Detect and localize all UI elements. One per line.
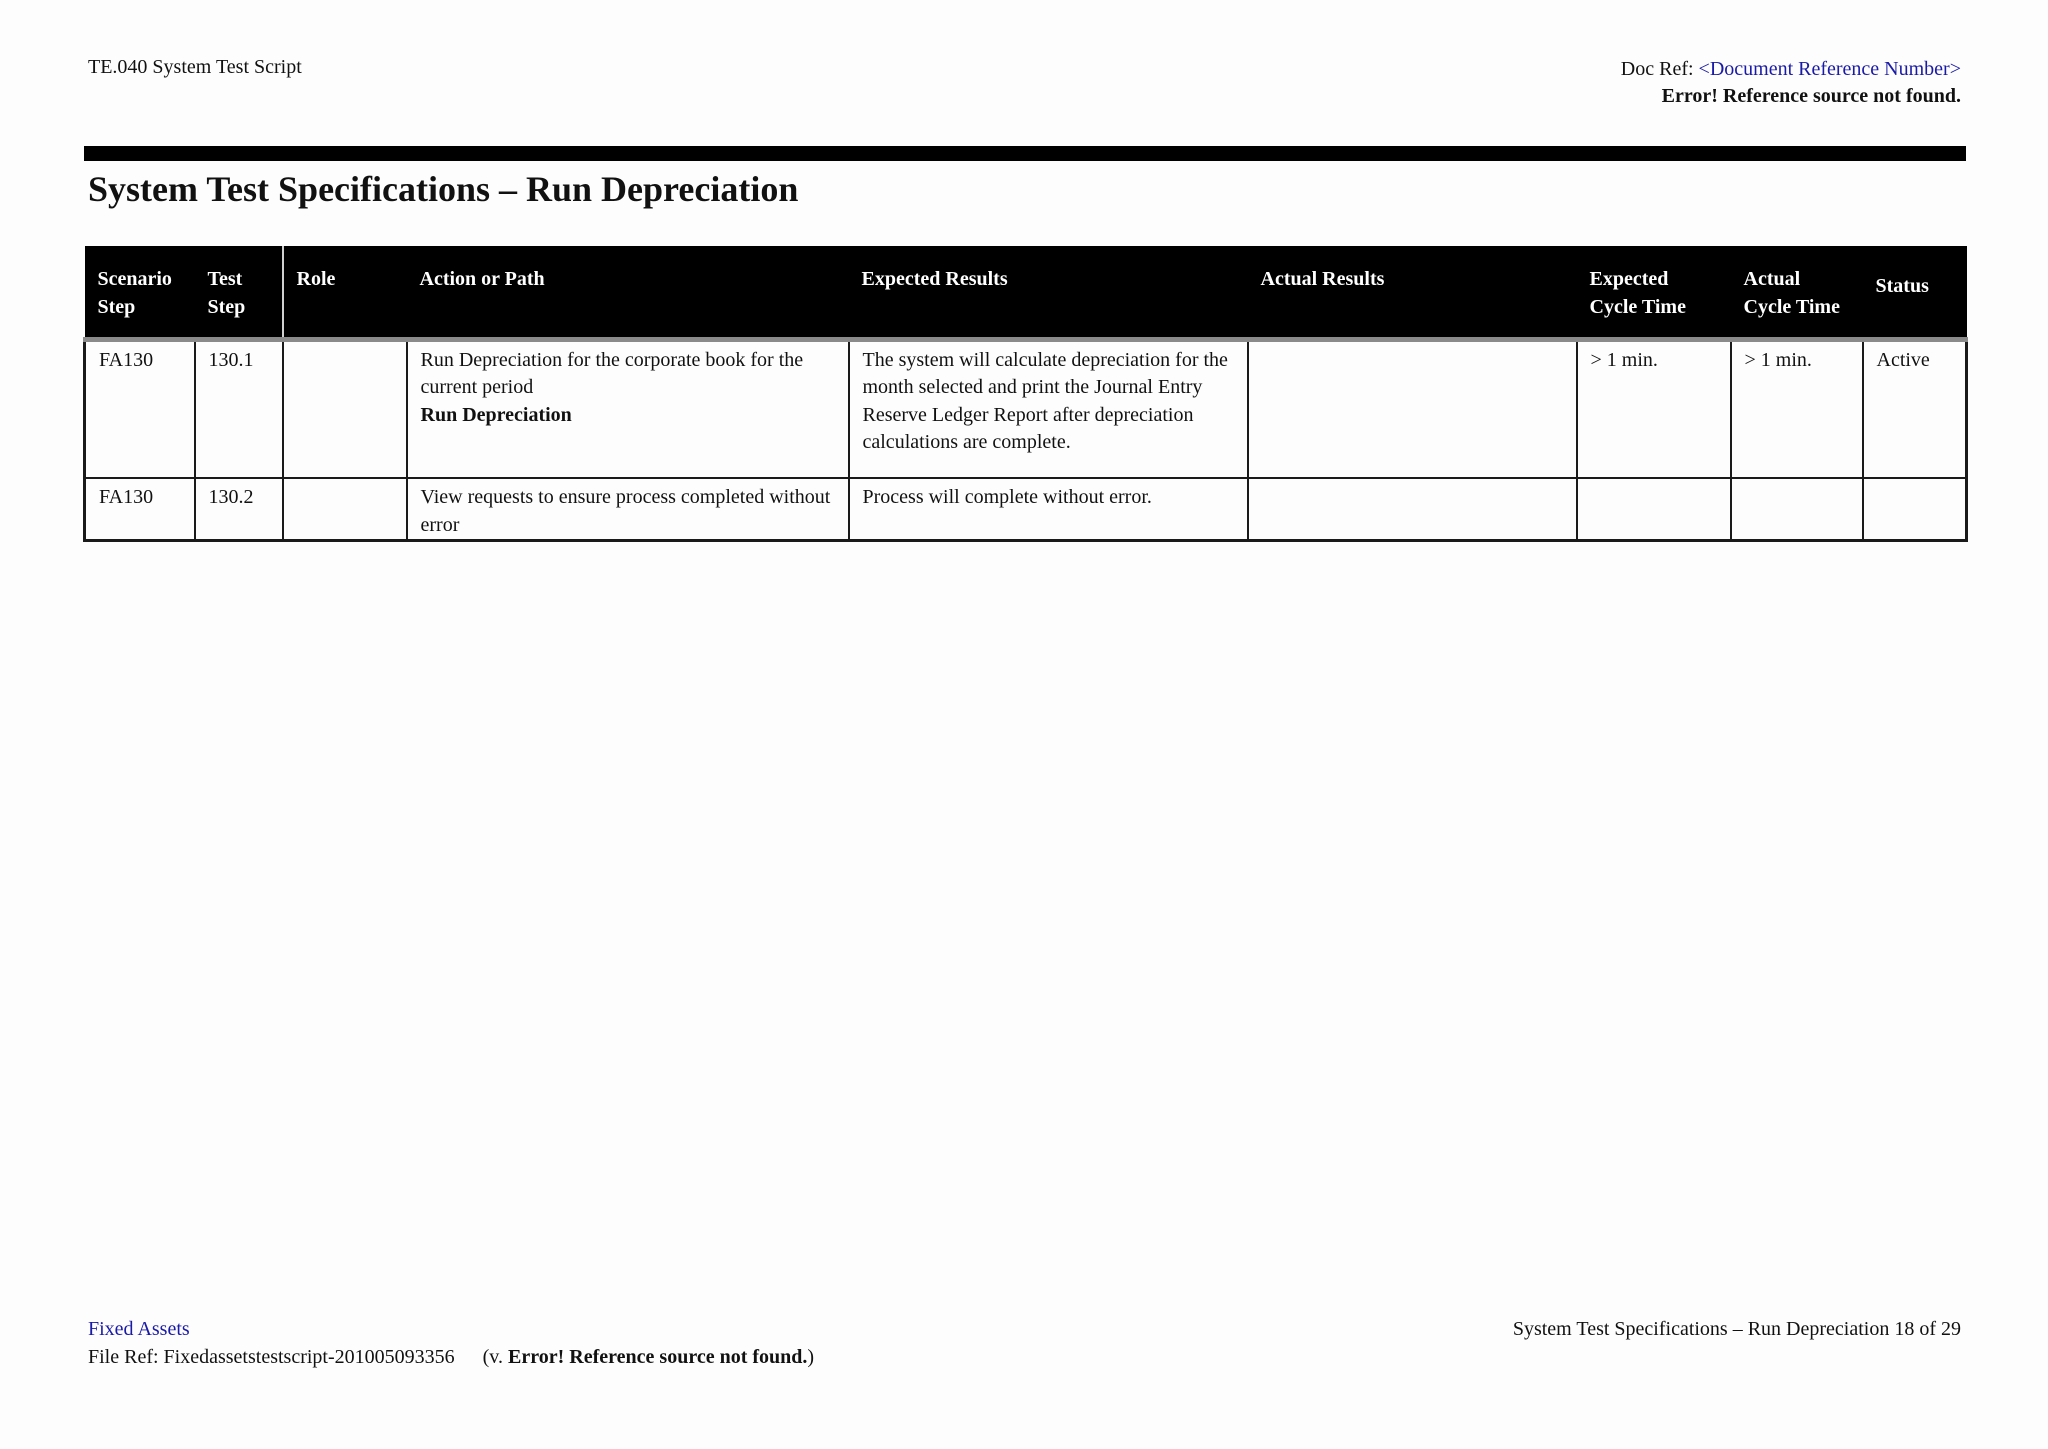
col-header-actual-results: Actual Results bbox=[1248, 246, 1577, 339]
test-step-cell: 130.1 bbox=[195, 339, 283, 478]
expected-cycle-time-cell bbox=[1577, 478, 1731, 541]
col-header-test-step: Test Step bbox=[195, 246, 283, 339]
scenario-step-cell: FA130 bbox=[85, 478, 195, 541]
action-text: Run Depreciation for the corporate book for the current period bbox=[420, 348, 804, 398]
header-divider bbox=[84, 146, 1966, 161]
doc-reference bbox=[1621, 56, 1961, 110]
role-cell bbox=[283, 339, 407, 478]
version-suffix: ) bbox=[807, 1345, 815, 1368]
actual-results-cell bbox=[1248, 478, 1577, 541]
col-header-expected-cycle-time: Expected Cycle Time bbox=[1577, 246, 1731, 339]
col-header-role: Role bbox=[283, 246, 407, 339]
file-ref-line bbox=[88, 1344, 814, 1372]
action-text: View requests to ensure process completed without error bbox=[420, 486, 831, 536]
document-title: TE.040 System Test Script bbox=[88, 56, 302, 78]
version-prefix: (v. bbox=[482, 1345, 509, 1368]
status-cell: Active bbox=[1863, 339, 1967, 478]
expected-cycle-time-cell: > 1 min. bbox=[1577, 339, 1731, 478]
file-ref: File Ref: Fixedassetstestscript-201005093356 bbox=[88, 1345, 455, 1368]
actual-cycle-time-cell bbox=[1731, 478, 1863, 541]
col-header-scenario-step: Scenario Step bbox=[85, 246, 195, 339]
actual-cycle-time-cell: > 1 min. bbox=[1731, 339, 1863, 478]
col-header-status: Status bbox=[1863, 246, 1967, 339]
doc-ref-label: Doc Ref: bbox=[1620, 58, 1699, 80]
status-cell bbox=[1863, 478, 1967, 541]
col-header-expected-results: Expected Results bbox=[849, 246, 1248, 339]
action-cell bbox=[407, 339, 849, 478]
expected-results-cell: Process will complete without error. bbox=[849, 478, 1248, 541]
version-error: Error! Reference source not found. bbox=[508, 1345, 808, 1368]
section-title: System Test Specifications – Run Depreciation bbox=[88, 169, 799, 209]
table-header-row bbox=[85, 246, 1967, 339]
page-number-footer: System Test Specifications – Run Depreciation 18 of 29 bbox=[1512, 1318, 1961, 1340]
actual-results-cell bbox=[1248, 339, 1577, 478]
footer-left bbox=[88, 1316, 814, 1371]
col-header-action: Action or Path bbox=[407, 246, 849, 339]
table-row bbox=[85, 478, 1967, 541]
doc-ref-line bbox=[1621, 56, 1961, 83]
expected-results-cell: The system will calculate depreciation for the month selected and print the Journal Entry Reserve Ledger Report after depreciation calculations are complete. bbox=[849, 339, 1248, 478]
reference-error: Error! Reference source not found. bbox=[1661, 85, 1961, 107]
test-step-cell: 130.2 bbox=[195, 478, 283, 541]
role-cell bbox=[283, 478, 407, 541]
action-cell bbox=[407, 478, 849, 541]
table-row bbox=[85, 339, 1967, 478]
col-header-actual-cycle-time: Actual Cycle Time bbox=[1731, 246, 1863, 339]
doc-ref-link[interactable]: <Document Reference Number> bbox=[1698, 58, 1961, 80]
module-link[interactable]: Fixed Assets bbox=[88, 1318, 190, 1340]
action-path: Run Depreciation bbox=[420, 403, 572, 426]
scenario-step-cell: FA130 bbox=[85, 339, 195, 478]
test-spec-table bbox=[83, 246, 1968, 542]
